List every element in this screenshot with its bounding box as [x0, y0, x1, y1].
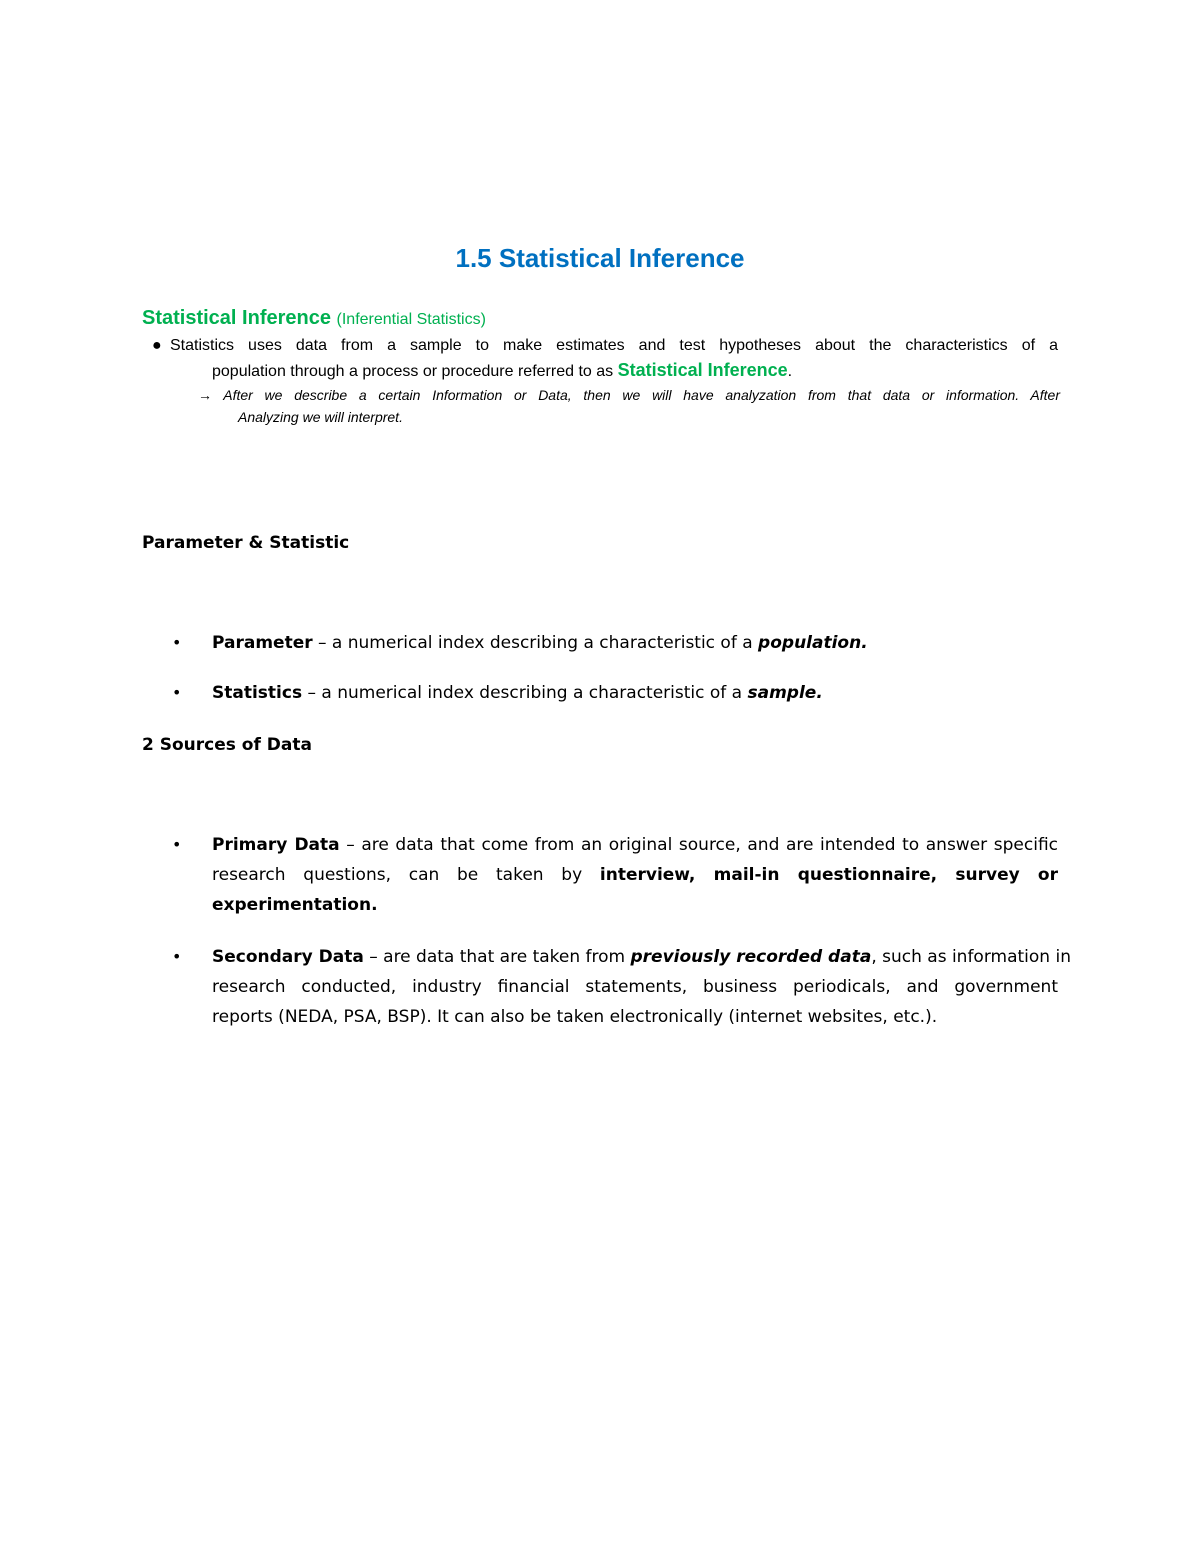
- item-text: – a numerical index describing a characteristic of a: [302, 683, 748, 703]
- highlighted-term: Statistical Inference: [617, 360, 788, 380]
- line2-period: .: [787, 363, 793, 380]
- section-heading-statistical-inference: [142, 304, 486, 334]
- secondary-data-line1: [212, 942, 1071, 972]
- item-term: Secondary Data: [212, 947, 364, 967]
- item-text: research questions, can be taken by: [212, 865, 600, 885]
- bullet-text-line1: Statistics uses data from a sample to make estimates and test hypotheses about the characteristics of a: [170, 337, 1058, 354]
- item-text: – are data that come from an original source, and are intended to answer specific: [339, 835, 1058, 855]
- item-text: – are data that are taken from: [363, 947, 631, 967]
- arrow-note-line1: → After we describe a certain Information or Data, then we will have analyzation from that data or information. After: [198, 387, 1060, 403]
- primary-data-line3: [212, 890, 378, 920]
- list-item-statistics: [212, 678, 823, 708]
- heading-term: Statistical Inference: [142, 307, 331, 329]
- item-emphasis: sample.: [747, 683, 823, 703]
- heading-subtitle: (Inferential Statistics): [336, 311, 486, 328]
- bullet-text-line2: [212, 358, 792, 384]
- bullet-icon: •: [172, 683, 182, 702]
- line2-text: population through a process or procedure referred to as: [212, 363, 618, 380]
- item-term: Parameter: [212, 633, 313, 653]
- section-heading-parameter-statistic: Parameter & Statistic: [142, 533, 350, 553]
- bullet-icon: •: [172, 633, 182, 652]
- item-text: – a numerical index describing a characteristic of a: [312, 633, 759, 653]
- item-emphasis: previously recorded data: [630, 947, 872, 967]
- primary-data-line2: [212, 860, 1058, 890]
- bullet-icon: •: [172, 835, 182, 854]
- item-emphasis: population.: [758, 633, 868, 653]
- arrow-note-line2: Analyzing we will interpret.: [238, 409, 403, 425]
- secondary-data-line2: research conducted, industry financial statements, business periodicals, and government: [212, 977, 1058, 997]
- page-title: 1.5 Statistical Inference: [455, 243, 745, 273]
- item-emphasis: interview, mail-in questionnaire, survey or: [599, 865, 1059, 885]
- primary-data-line1: [212, 830, 1058, 860]
- item-emphasis: experimentation.: [212, 895, 378, 915]
- bullet-icon: ●: [152, 337, 162, 354]
- item-term: Statistics: [212, 683, 303, 703]
- bullet-icon: •: [172, 947, 182, 966]
- secondary-data-line3: reports (NEDA, PSA, BSP). It can also be taken electronically (internet websites, etc.).: [212, 1007, 938, 1027]
- section-heading-sources: 2 Sources of Data: [142, 735, 312, 755]
- item-term: Primary Data: [212, 835, 340, 855]
- list-item-parameter: [212, 628, 868, 658]
- item-text-end: , such as information in: [871, 947, 1071, 967]
